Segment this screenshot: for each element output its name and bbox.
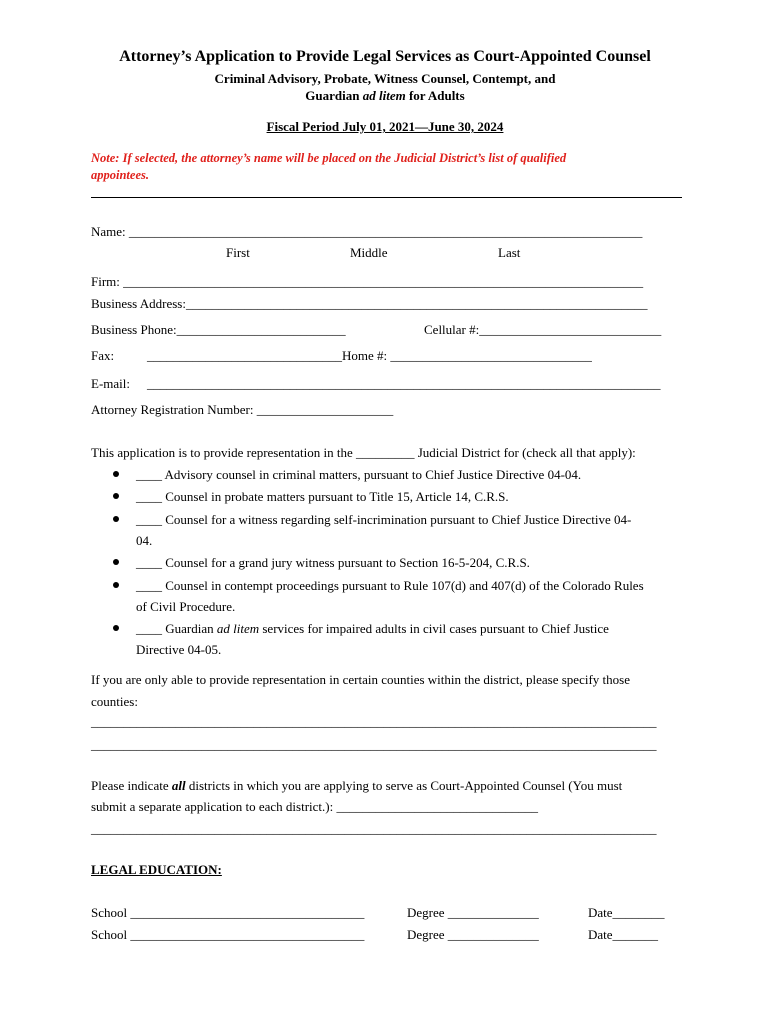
name-middle-label: Middle [350, 245, 388, 260]
counties-prompt-line-2: counties: [91, 694, 138, 709]
form-subtitle-line-1: Criminal Advisory, Probate, Witness Counsel, Contempt, and [214, 71, 556, 86]
bullet-icon [113, 625, 119, 631]
bullet-icon [113, 516, 119, 522]
school-field-1[interactable]: School ____________________________________ [91, 905, 365, 920]
service-option-5-continued: of Civil Procedure. [136, 599, 236, 614]
email-field[interactable]: _______________________________________________________________________________ [147, 376, 661, 391]
counties-prompt-line-1: If you are only able to provide representation in certain counties within the district, please specify those [91, 672, 630, 687]
note-line-1: Note: If selected, the attorney’s name will be placed on the Judicial District’s list of qualified [91, 151, 567, 165]
cellular-field[interactable]: Cellular #:____________________________ [424, 322, 662, 337]
service-option-6-continued: Directive 04-05. [136, 642, 222, 657]
counties-field-1[interactable]: _______________________________________________________________________________________ [91, 714, 657, 729]
service-option-6[interactable]: ____ Guardian ad litem services for impaired adults in civil cases pursuant to Chief Justice [136, 621, 609, 636]
application-intro: This application is to provide representation in the _________ Judicial District for (check all that apply): [91, 445, 636, 460]
email-label: E-mail: [91, 376, 130, 391]
date-field-2[interactable]: Date_______ [588, 927, 659, 942]
degree-field-1[interactable]: Degree ______________ [407, 905, 539, 920]
counties-field-2[interactable]: _______________________________________________________________________________________ [91, 737, 657, 752]
service-option-3-continued: 04. [136, 533, 153, 548]
name-first-label: First [226, 245, 250, 260]
fax-label: Fax: [91, 348, 115, 363]
service-option-4[interactable]: ____ Counsel for a grand jury witness pursuant to Section 16-5-204, C.R.S. [136, 555, 530, 570]
form-subtitle-line-2: Guardian ad litem for Adults [305, 88, 465, 103]
bullet-icon [113, 471, 119, 477]
business-phone-field[interactable]: Business Phone:__________________________ [91, 322, 346, 337]
name-last-label: Last [498, 245, 521, 260]
name-field[interactable]: Name: _______________________________________________________________________________ [91, 224, 643, 239]
registration-number-field[interactable]: Attorney Registration Number: _____________________ [91, 402, 394, 417]
service-option-3[interactable]: ____ Counsel for a witness regarding self-incrimination pursuant to Chief Justice Directive 04- [136, 512, 632, 527]
bullet-icon [113, 582, 119, 588]
service-option-5[interactable]: ____ Counsel in contempt proceedings pursuant to Rule 107(d) and 407(d) of the Colorado Rules [136, 578, 644, 593]
date-field-1[interactable]: Date________ [588, 905, 665, 920]
bullet-icon [113, 559, 119, 565]
note-line-2: appointees. [91, 168, 149, 182]
form-title: Attorney’s Application to Provide Legal Services as Court-Appointed Counsel [119, 48, 651, 65]
firm-field[interactable]: Firm: ________________________________________________________________________________ [91, 274, 644, 289]
degree-field-2[interactable]: Degree ______________ [407, 927, 539, 942]
bullet-icon [113, 493, 119, 499]
districts-field[interactable]: submit a separate application to each district.): _______________________________ [91, 799, 538, 814]
service-option-1[interactable]: ____ Advisory counsel in criminal matters, pursuant to Chief Justice Directive 04-04. [136, 467, 582, 482]
districts-field-2[interactable]: _______________________________________________________________________________________ [91, 821, 657, 836]
fiscal-period: Fiscal Period July 01, 2021—June 30, 2024 [266, 119, 504, 134]
service-option-2[interactable]: ____ Counsel in probate matters pursuant to Title 15, Article 14, C.R.S. [136, 489, 509, 504]
districts-prompt-line-1: Please indicate all districts in which you are applying to serve as Court-Appointed Counsel (You must [91, 778, 623, 793]
section-divider [91, 197, 682, 198]
school-field-2[interactable]: School ____________________________________ [91, 927, 365, 942]
business-address-field[interactable]: Business Address:_______________________________________________________________________ [91, 296, 648, 311]
fax-home-field[interactable]: ______________________________Home #: _______________________________ [147, 348, 592, 363]
legal-education-heading: LEGAL EDUCATION: [91, 862, 222, 877]
